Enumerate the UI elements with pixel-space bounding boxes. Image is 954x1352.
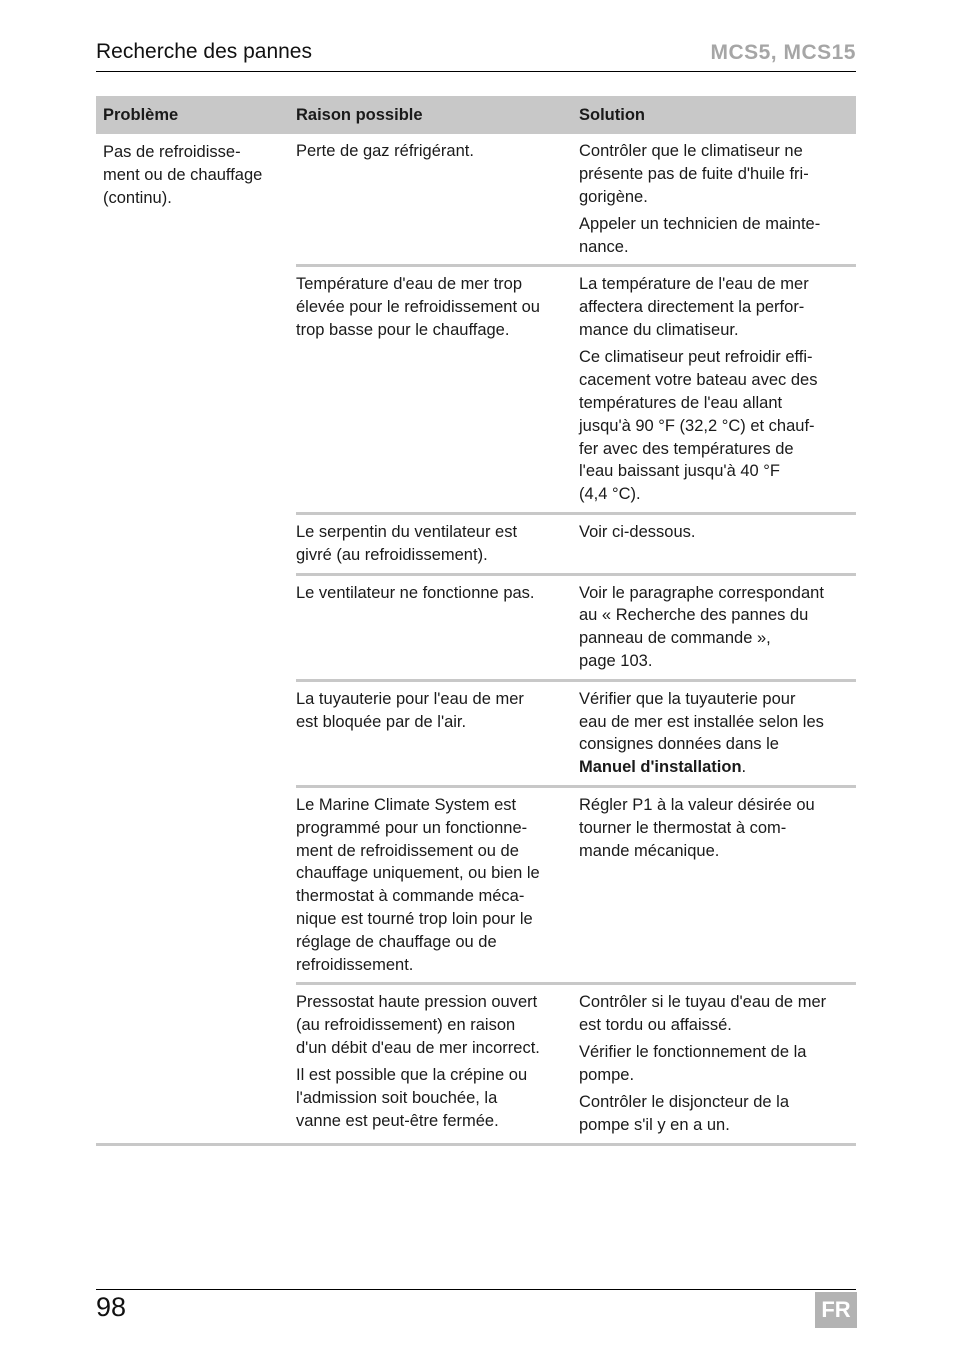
solution-text-lead: Vérifier que la tuyauterie pour eau de mer est installée selon les consignes données dans le — [579, 689, 824, 754]
column-header-problem: Problème — [103, 105, 179, 124]
solution-cell — [579, 985, 856, 1143]
table-header — [96, 96, 856, 134]
solution-cell — [579, 267, 856, 511]
solution-cell — [579, 515, 856, 573]
reason-cell — [296, 515, 579, 573]
solution-cell — [579, 788, 856, 982]
solution-cell — [579, 682, 856, 785]
solution-text: Contrôler si le tuyau d'eau de mer est tordu ou affaissé. — [579, 993, 827, 1035]
solution-text: Contrôler que le climatiseur ne présente pas de fuite d'huile fri- gorigène. — [579, 142, 809, 206]
reason-cell — [296, 134, 579, 264]
reason-cell — [296, 985, 579, 1143]
solution-text: Appeler un technicien de mainte- nance. — [579, 214, 821, 256]
reason-text: La tuyauterie pour l'eau de mer est bloquée par de l'air. — [296, 689, 524, 731]
solution-text: Contrôler le disjoncteur de la pompe s'il y en a un. — [579, 1093, 790, 1135]
solution-text: Régler P1 à la valeur désirée ou tourner le thermostat à com- mande mécanique. — [579, 795, 815, 860]
page-number: 98 — [96, 1292, 127, 1322]
reason-rows — [296, 134, 856, 1143]
troubleshooting-table — [96, 96, 856, 1146]
reason-text: Il est possible que la crépine ou l'admission soit bouchée, la vanne est peut-être fermée. — [296, 1066, 528, 1130]
footer-rule — [96, 1289, 856, 1290]
solution-text: Ce climatiseur peut refroidir effi- cacement votre bateau avec des températures de l'eau allant jusqu'à 90 °F (32,2 °C) et chauf- fer avec des températures de l'eau baissant jusqu'à 40 °F (4,4 °C). — [579, 348, 818, 504]
solution-text: La température de l'eau de mer affectera directement la perfor- mance du climatiseur. — [579, 275, 809, 340]
column-header-reason: Raison possible — [296, 105, 423, 124]
table-row — [296, 134, 856, 267]
solution-cell — [579, 576, 856, 679]
table-row — [296, 515, 856, 576]
reason-text: Le serpentin du ventilateur est givré (au refroidissement). — [296, 522, 518, 564]
reason-cell — [296, 576, 579, 679]
problem-text: Pas de refroidisse- ment ou de chauffage (continu). — [103, 143, 263, 207]
table-row — [296, 576, 856, 682]
table-row — [296, 788, 856, 985]
reason-text: Le Marine Climate System est programmé pour un fonctionne- ment de refroidissement ou de chauffage uniquement, ou bien le thermostat à commande méca- nique est tourné trop loin pour le réglage de chauffage ou de refroidissement. — [296, 795, 540, 974]
reason-text: Température d'eau de mer trop élevée pour le refroidissement ou trop basse pour le chauffage. — [296, 275, 540, 340]
table-row — [296, 985, 856, 1143]
language-badge: FR — [815, 1292, 857, 1328]
table-body — [96, 134, 856, 1143]
manual-reference: Manuel d'installation — [579, 758, 742, 777]
solution-text — [579, 688, 856, 779]
table-row — [296, 267, 856, 514]
reason-text: Pressostat haute pression ouvert (au refroidissement) en raison d'un débit d'eau de mer incorrect. — [296, 993, 540, 1057]
problem-cell — [96, 134, 296, 1143]
solution-text: Voir ci-dessous. — [579, 522, 696, 541]
table-row — [296, 682, 856, 788]
header-title: Recherche des pannes — [96, 40, 312, 63]
solution-text: Vérifier le fonctionnement de la pompe. — [579, 1043, 807, 1085]
solution-cell — [579, 134, 856, 264]
header-rule — [96, 71, 856, 72]
column-header-solution: Solution — [579, 105, 645, 124]
solution-text-tail: . — [741, 758, 747, 777]
solution-text: Voir le paragraphe correspondant au « Recherche des pannes du panneau de commande », page 103. — [579, 583, 824, 670]
reason-cell — [296, 788, 579, 982]
reason-cell — [296, 267, 579, 511]
header-model: MCS5, MCS15 — [710, 41, 856, 64]
reason-text: Le ventilateur ne fonctionne pas. — [296, 583, 535, 602]
reason-cell — [296, 682, 579, 785]
reason-text: Perte de gaz réfrigérant. — [296, 142, 474, 160]
